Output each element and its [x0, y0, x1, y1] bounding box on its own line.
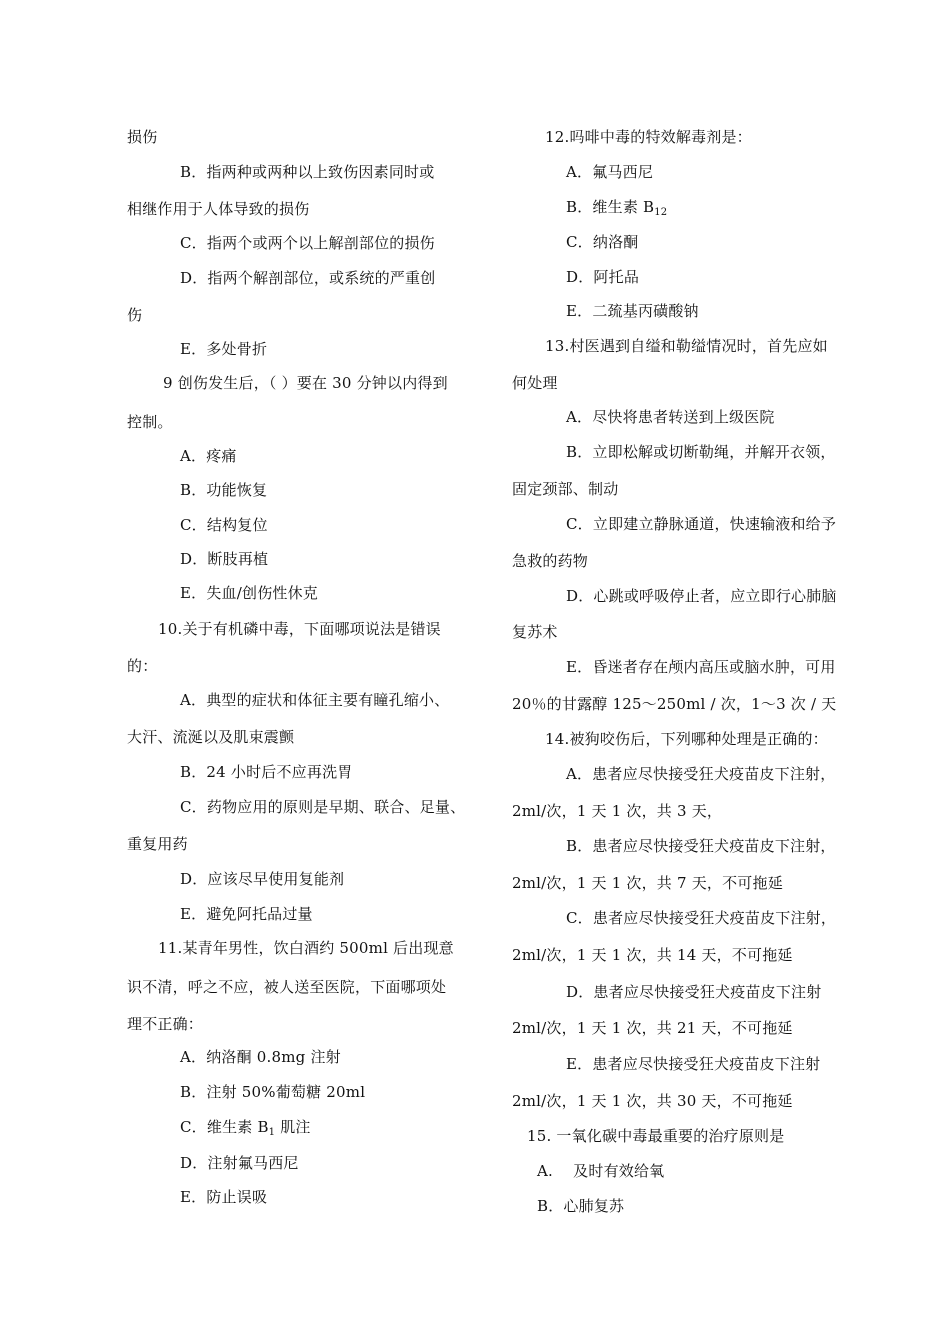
- text-line: 损伤: [127, 128, 158, 146]
- text-line: 重复用药: [127, 835, 188, 853]
- option-c: C．结构复位: [180, 516, 268, 534]
- option-d: D．指两个解剖部位，或系统的严重创: [180, 269, 436, 287]
- text-line: 2ml/次，1 天 1 次，共 7 天，不可拖延: [512, 874, 783, 892]
- option-e: E．失血/创伤性休克: [180, 584, 319, 602]
- option-b: B．注射 50%葡萄糖 20ml: [180, 1083, 366, 1101]
- option-b: B．心肺复苏: [537, 1197, 625, 1215]
- question-13: 13.村医遇到自缢和勒缢情况时，首先应如: [545, 337, 828, 355]
- option-e: E．昏迷者存在颅内高压或脑水肿，可用: [566, 658, 836, 676]
- text-line: 急救的药物: [512, 552, 589, 570]
- text-line: 固定颈部、制动: [512, 480, 619, 498]
- option-c: C．立即建立静脉通道，快速输液和给予: [566, 515, 837, 533]
- option-e: E．避免阿托品过量: [180, 905, 313, 923]
- text-line: 20％的甘露醇 125～250ml / 次，1～3 次 / 天: [512, 695, 837, 713]
- option-a: A．典型的症状和体征主要有瞳孔缩小、: [180, 691, 450, 709]
- text-line: 伤: [127, 306, 143, 324]
- question-11: 11.某青年男性，饮白酒约 500ml 后出现意: [158, 939, 454, 957]
- option-a: A．患者应尽快接受狂犬疫苗皮下注射，: [566, 765, 836, 783]
- option-e: E．防止误吸: [180, 1188, 268, 1206]
- option-a: A．纳洛酮 0.8mg 注射: [180, 1048, 341, 1066]
- option-d: D．注射氟马西尼: [180, 1154, 299, 1172]
- option-e: E．患者应尽快接受狂犬疫苗皮下注射: [566, 1055, 821, 1073]
- option-d: D．阿托品: [566, 268, 640, 286]
- option-d: D．患者应尽快接受狂犬疫苗皮下注射: [566, 983, 822, 1001]
- option-c: C．维生素 $B_1$ 肌注: [180, 1118, 311, 1138]
- text-line: 大汗、流涎以及肌束震颤: [127, 728, 295, 746]
- option-a: A. 及时有效给氧: [537, 1162, 665, 1180]
- text-line: 控制。: [127, 413, 173, 431]
- text-line: 2ml/次，1 天 1 次，共 30 天，不可拖延: [512, 1092, 793, 1110]
- option-b: B．立即松解或切断勒绳，并解开衣领，: [566, 443, 836, 461]
- option-d: D．应该尽早使用复能剂: [180, 870, 345, 888]
- text-line: 理不正确：: [127, 1015, 204, 1033]
- text-line: 2ml/次，1 天 1 次，共 14 天，不可拖延: [512, 946, 793, 964]
- option-c: C．药物应用的原则是早期、联合、足量、: [180, 798, 466, 816]
- option-a: A．氟马西尼: [566, 163, 654, 181]
- question-9: 9 创伤发生后，（ ）要在 30 分钟以内得到: [163, 374, 448, 392]
- text-line: 复苏术: [512, 623, 558, 641]
- option-b: B．功能恢复: [180, 481, 268, 499]
- question-12: 12.吗啡中毒的特效解毒剂是：: [545, 128, 752, 146]
- option-c: C．患者应尽快接受狂犬疫苗皮下注射，: [566, 909, 837, 927]
- text-line: 相继作用于人体导致的损伤: [127, 200, 310, 218]
- option-c: C．纳洛酮: [566, 233, 639, 251]
- option-b: B．维生素 $B_{12}$: [566, 198, 668, 218]
- option-d: D．断肢再植: [180, 550, 269, 568]
- option-e: E．多处骨折: [180, 340, 268, 358]
- text-line: 的：: [127, 657, 158, 675]
- text-line: 识不清，呼之不应，被人送至医院，下面哪项处: [127, 978, 447, 996]
- option-b: B．患者应尽快接受狂犬疫苗皮下注射，: [566, 837, 836, 855]
- option-b: B．24 小时后不应再洗胃: [180, 763, 353, 781]
- question-14: 14.被狗咬伤后，下列哪种处理是正确的：: [545, 730, 828, 748]
- option-e: E．二巯基丙磺酸钠: [566, 302, 699, 320]
- option-b: B．指两种或两种以上致伤因素同时或: [180, 163, 435, 181]
- option-a: A．尽快将患者转送到上级医院: [566, 408, 775, 426]
- text-line: 2ml/次，1 天 1 次，共 21 天，不可拖延: [512, 1019, 793, 1037]
- option-c: C．指两个或两个以上解剖部位的损伤: [180, 234, 435, 252]
- option-d: D．心跳或呼吸停止者，应立即行心肺脑: [566, 587, 837, 605]
- question-15: 15. 一氧化碳中毒最重要的治疗原则是: [527, 1127, 785, 1145]
- text-line: 何处理: [512, 374, 558, 392]
- option-a: A．疼痛: [180, 447, 237, 465]
- text-line: 2ml/次，1 天 1 次，共 3 天，: [512, 802, 723, 820]
- question-10: 10.关于有机磷中毒，下面哪项说法是错误: [158, 620, 441, 638]
